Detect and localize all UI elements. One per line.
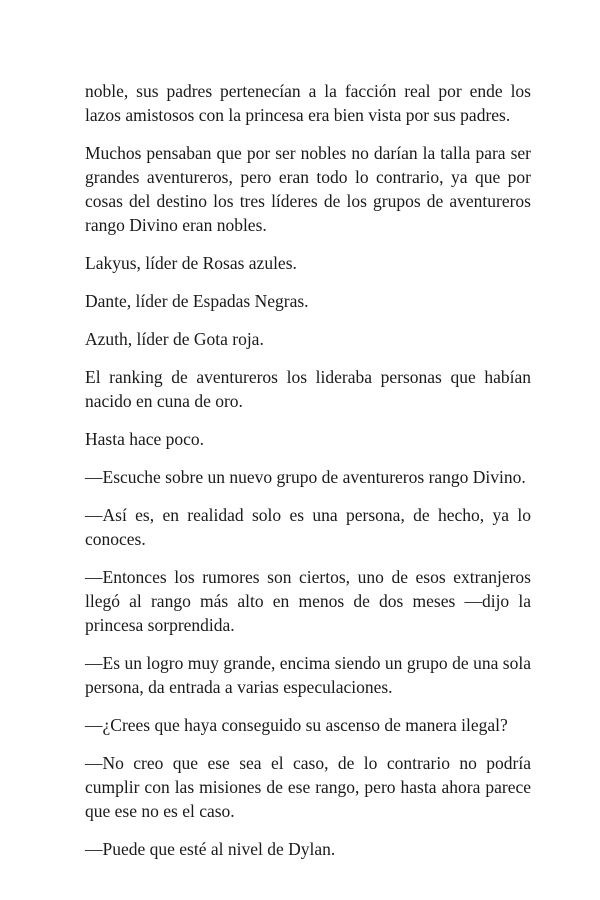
paragraph-11: —Es un logro muy grande, encima siendo un grupo de una sola persona, da entrada a varias especulaciones. [85, 653, 531, 697]
paragraph-5: Azuth, líder de Gota roja. [85, 329, 264, 349]
book-page [85, 79, 531, 875]
paragraph-9: —Así es, en realidad solo es una persona, de hecho, ya lo conoces. [85, 505, 531, 549]
paragraph-7: Hasta hace poco. [85, 429, 205, 449]
paragraph-8: —Escuche sobre un nuevo grupo de aventureros rango Divino. [85, 467, 526, 487]
paragraph-10: —Entonces los rumores son ciertos, uno de esos extranjeros llegó al rango más alto en menos de dos meses —dijo la princesa sorprendida. [85, 567, 531, 635]
paragraph-12: —¿Crees que haya conseguido su ascenso de manera ilegal? [85, 715, 508, 735]
paragraph-3: Lakyus, líder de Rosas azules. [85, 253, 297, 273]
paragraph-13: —No creo que ese sea el caso, de lo contrario no podría cumplir con las misiones de ese rango, pero hasta ahora parece que ese no es el caso. [85, 753, 531, 821]
paragraph-6: El ranking de aventureros los lideraba personas que habían nacido en cuna de oro. [85, 367, 531, 411]
paragraph-1: noble, sus padres pertenecían a la facción real por ende los lazos amistosos con la princesa era bien vista por sus padres. [85, 81, 531, 125]
paragraph-4: Dante, líder de Espadas Negras. [85, 291, 309, 311]
paragraph-14: —Puede que esté al nivel de Dylan. [85, 839, 336, 859]
paragraph-2: Muchos pensaban que por ser nobles no darían la talla para ser grandes aventureros, pero eran todo lo contrario, ya que por cosas del destino los tres líderes de los grupos de aventureros rango Divino eran nobles. [85, 143, 531, 235]
